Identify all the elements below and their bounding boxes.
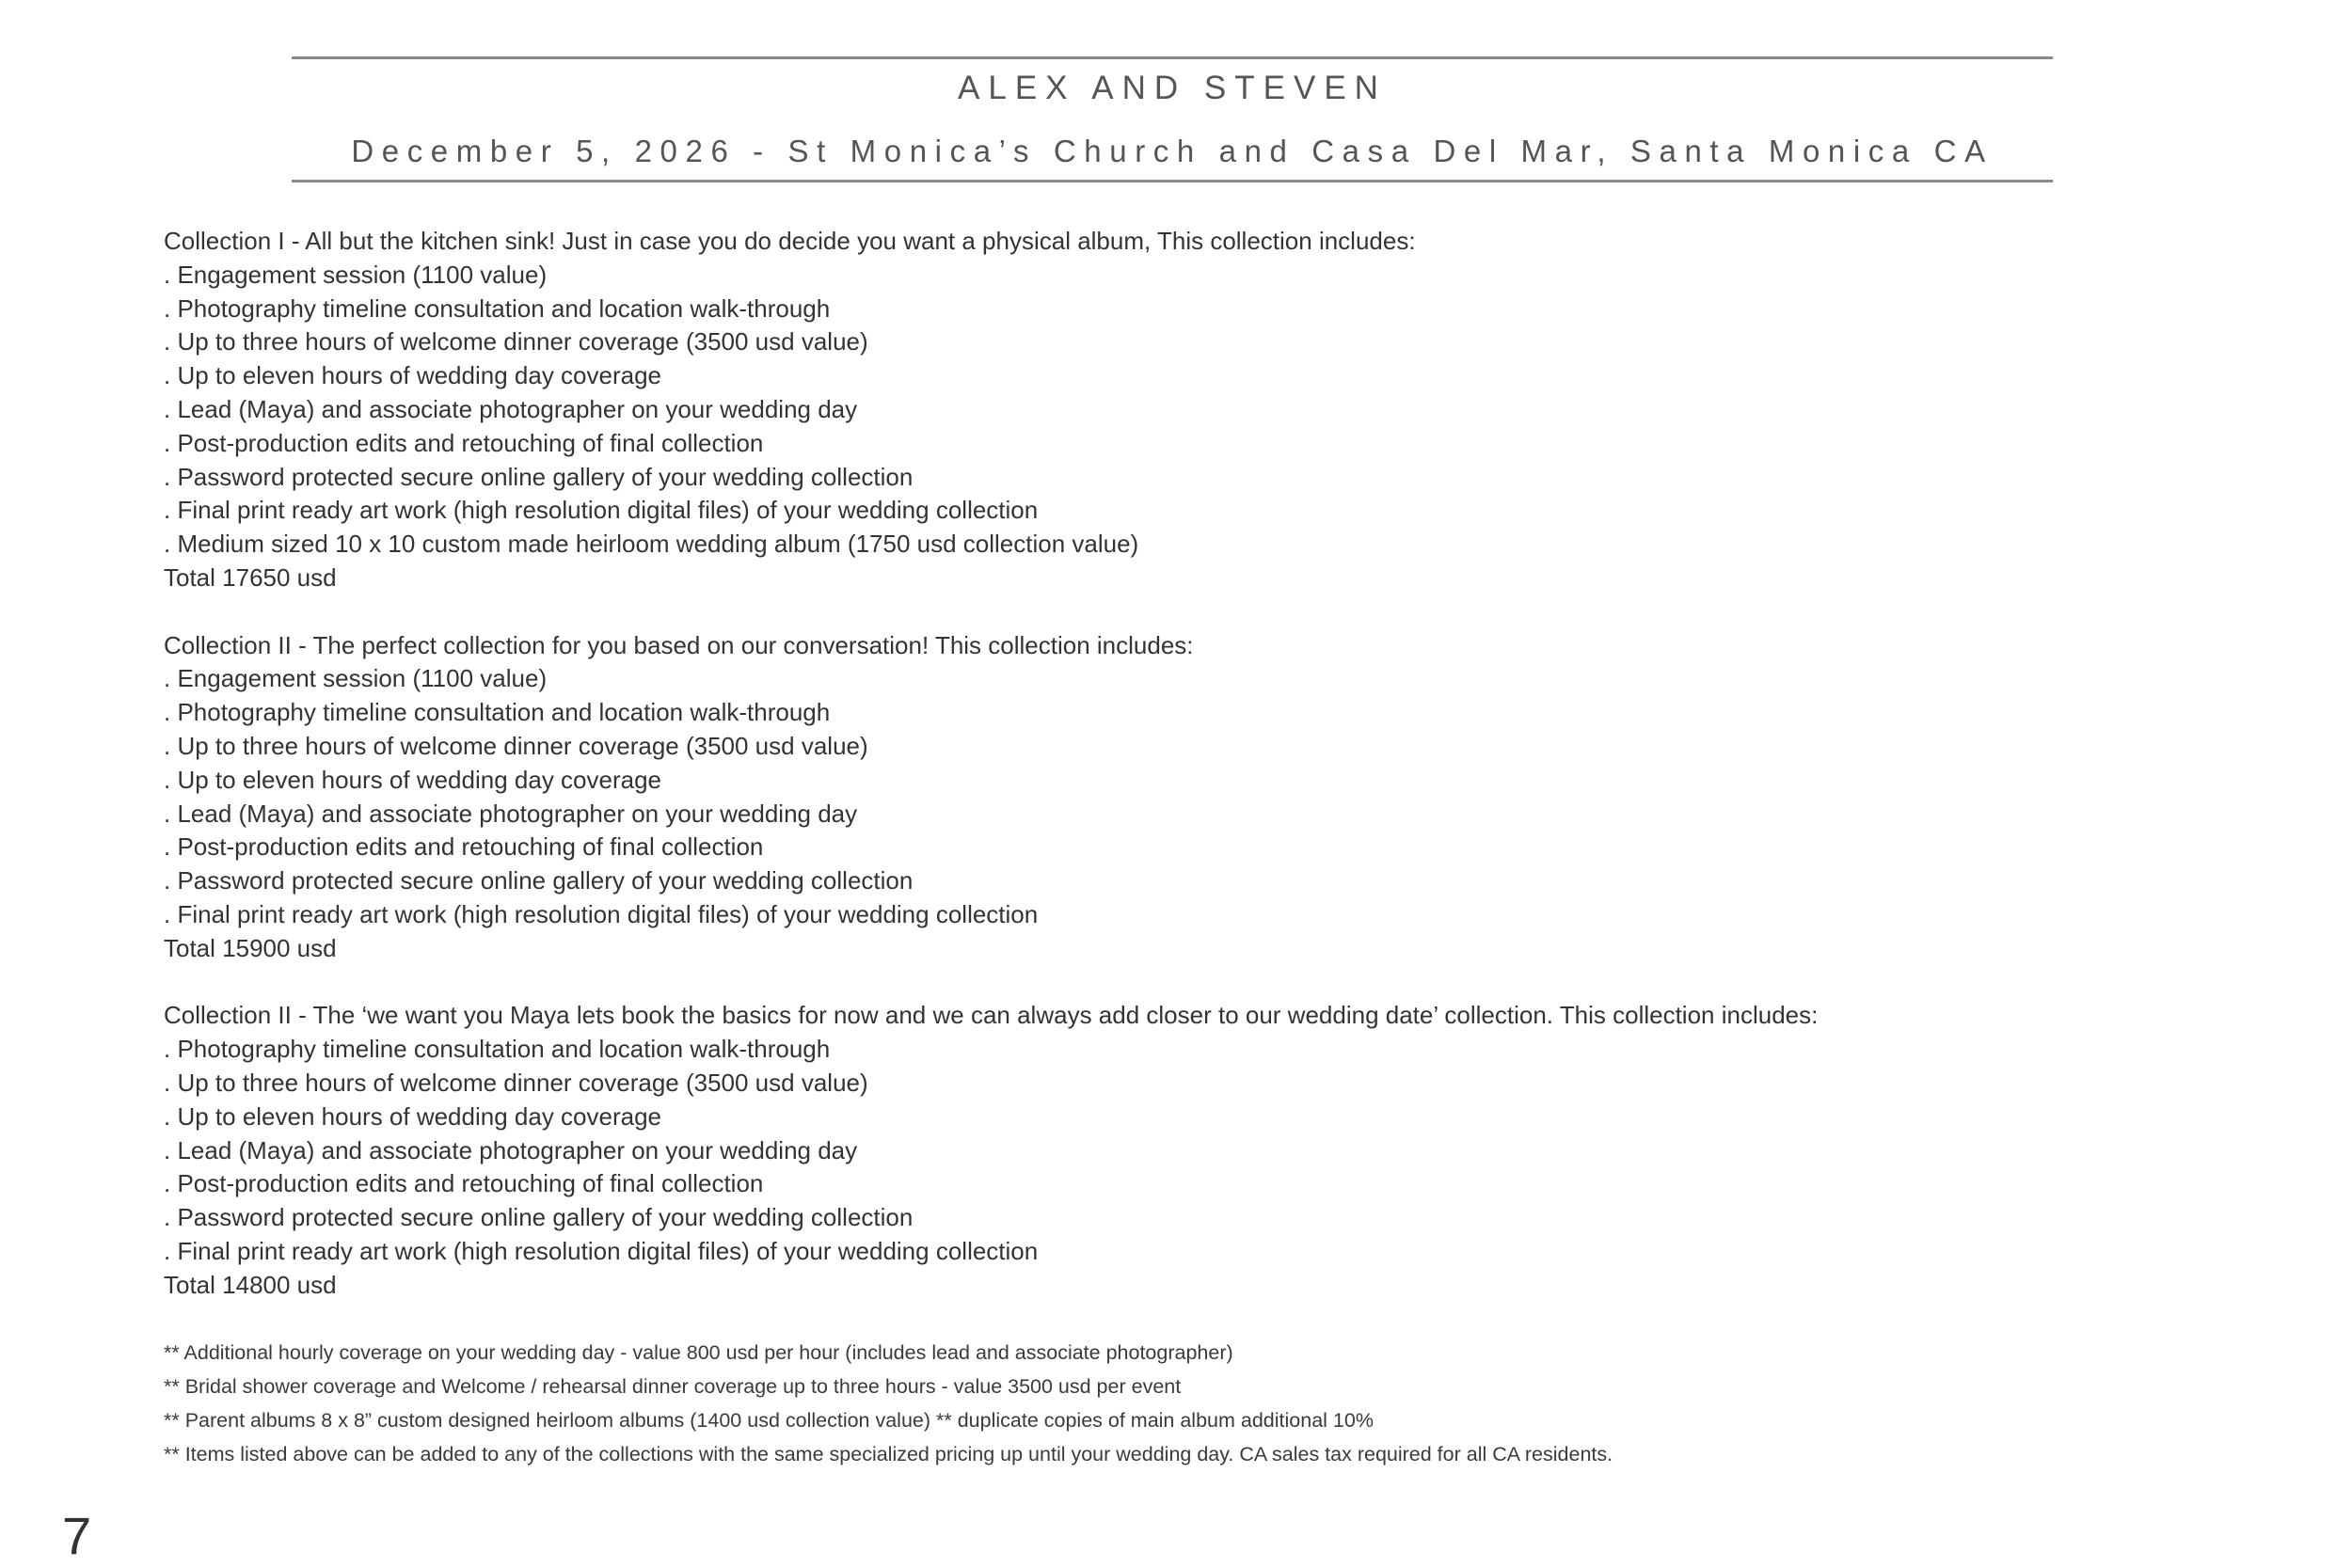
collection-section xyxy=(164,999,2233,1302)
footnote: ** Additional hourly coverage on your wedding day - value 800 usd per hour (includes lead and associate photographer) xyxy=(164,1341,1233,1365)
collection-item: . Password protected secure online gallery of your wedding collection xyxy=(164,1203,914,1232)
collection-item: . Password protected secure online gallery of your wedding collection xyxy=(164,866,914,895)
footnotes xyxy=(164,1336,2233,1471)
page-number: 7 xyxy=(62,1506,92,1565)
collection-total: Total 14800 usd xyxy=(164,1270,337,1299)
header-top-rule xyxy=(292,56,2053,59)
collection-item: . Photography timeline consultation and location walk-through xyxy=(164,1035,831,1064)
footnote: ** Items listed above can be added to any of the collections with the same specialized pricing up until your wedding day. CA sales tax required for all CA residents. xyxy=(164,1443,1613,1466)
collection-item: . Post-production edits and retouching of final collection xyxy=(164,1169,764,1198)
collection-item: . Medium sized 10 x 10 custom made heirloom wedding album (1750 usd collection value) xyxy=(164,530,1139,559)
collection-section xyxy=(164,225,2233,595)
collection-item: . Final print ready art work (high resolution digital files) of your wedding collection xyxy=(164,496,1039,525)
collection-item: . Up to eleven hours of wedding day coverage xyxy=(164,1101,662,1131)
collection-item: . Lead (Maya) and associate photographer on your wedding day xyxy=(164,1135,858,1164)
collection-item: . Up to three hours of welcome dinner coverage (3500 usd value) xyxy=(164,1068,868,1097)
collection-heading: Collection I - All but the kitchen sink! Just in case you do decide you want a physical album, This collection includes: xyxy=(164,227,1416,255)
collection-heading: Collection II - The ‘we want you Maya lets book the basics for now and we can always add closer to our wedding date’ collection. This collection includes: xyxy=(164,1001,1819,1030)
collection-item: . Final print ready art work (high resolution digital files) of your wedding collection xyxy=(164,1236,1039,1265)
event-subtitle: December 5, 2026 - St Monica’s Church and Casa Del Mar, Santa Monica CA xyxy=(351,134,1994,168)
collection-section xyxy=(164,629,2233,966)
couple-title: ALEX AND STEVEN xyxy=(958,70,1387,106)
collection-item: . Up to three hours of welcome dinner coverage (3500 usd value) xyxy=(164,327,868,356)
collection-item: . Up to eleven hours of wedding day coverage xyxy=(164,765,662,794)
collections-body xyxy=(164,225,2233,1471)
collection-item: . Password protected secure online gallery of your wedding collection xyxy=(164,462,914,491)
collection-total: Total 17650 usd xyxy=(164,562,337,592)
footnote: ** Bridal shower coverage and Welcome / rehearsal dinner coverage up to three hours - value 3500 usd per event xyxy=(164,1375,1182,1399)
collection-item: . Engagement session (1100 value) xyxy=(164,260,548,289)
header-bottom-rule xyxy=(292,180,2053,182)
footnote: ** Parent albums 8 x 8” custom designed heirloom albums (1400 usd collection value) ** duplicate copies of main album additional 10% xyxy=(164,1409,1374,1433)
collection-item: . Engagement session (1100 value) xyxy=(164,664,548,693)
collection-item: . Post-production edits and retouching of final collection xyxy=(164,832,764,862)
collection-item: . Photography timeline consultation and location walk-through xyxy=(164,293,831,323)
collection-heading: Collection II - The perfect collection for you based on our conversation! This collection includes: xyxy=(164,630,1194,659)
collection-item: . Photography timeline consultation and location walk-through xyxy=(164,698,831,727)
collection-total: Total 15900 usd xyxy=(164,933,337,962)
collection-item: . Lead (Maya) and associate photographer on your wedding day xyxy=(164,394,858,423)
collections-list xyxy=(164,225,2233,1303)
collection-item: . Up to eleven hours of wedding day coverage xyxy=(164,361,662,390)
collection-item: . Final print ready art work (high resolution digital files) of your wedding collection xyxy=(164,899,1039,928)
collection-item: . Up to three hours of welcome dinner coverage (3500 usd value) xyxy=(164,731,868,760)
collection-item: . Lead (Maya) and associate photographer on your wedding day xyxy=(164,799,858,828)
collection-item: . Post-production edits and retouching of final collection xyxy=(164,428,764,457)
